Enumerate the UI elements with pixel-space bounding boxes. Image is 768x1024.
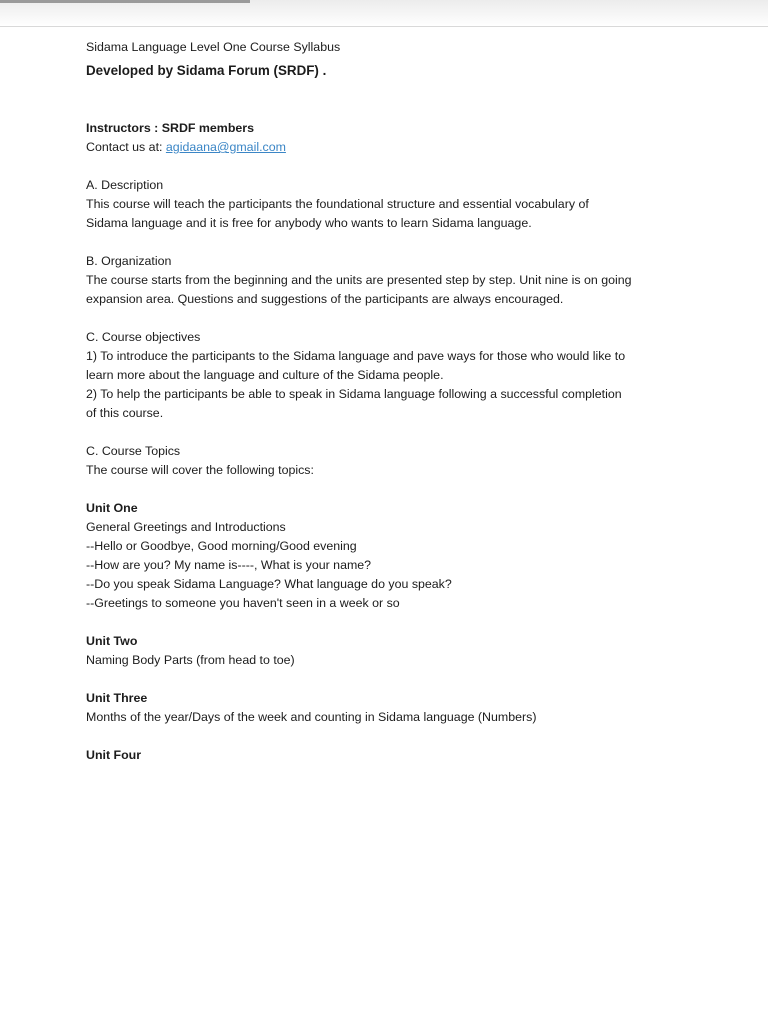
document-title: Sidama Language Level One Course Syllabus xyxy=(86,40,341,54)
objectives-heading: C. Course objectives xyxy=(86,330,201,344)
objectives-line: 1) To introduce the participants to the Sidama language and pave ways for those who would like to xyxy=(86,349,626,363)
scan-top-edge xyxy=(0,0,768,27)
unit-topic-line: --How are you? My name is----, What is your name? xyxy=(86,558,372,572)
objectives-line: 2) To help the participants be able to speak in Sidama language following a successful completion xyxy=(86,387,622,401)
section-topics xyxy=(86,442,686,480)
unit-title: Unit Three xyxy=(86,691,148,705)
unit-title: Unit Four xyxy=(86,748,142,762)
contact-line xyxy=(86,138,686,157)
contact-email-link[interactable]: agidaana@gmail.com xyxy=(165,140,286,154)
unit-topic-line: --Greetings to someone you haven't seen in a week or so xyxy=(86,596,400,610)
unit-title: Unit Two xyxy=(86,634,138,648)
unit-four xyxy=(86,746,686,765)
topics-intro: The course will cover the following topics: xyxy=(86,463,314,477)
organization-heading: B. Organization xyxy=(86,254,172,268)
unit-topic-line: Naming Body Parts (from head to toe) xyxy=(86,653,295,667)
unit-topic-line: Months of the year/Days of the week and counting in Sidama language (Numbers) xyxy=(86,710,537,724)
section-objectives xyxy=(86,328,686,423)
organization-line: The course starts from the beginning and the units are presented step by step. Unit nine is on going xyxy=(86,273,632,287)
unit-two xyxy=(86,632,686,670)
document-subtitle: Developed by Sidama Forum (SRDF) . xyxy=(86,63,327,78)
unit-topic-line: --Hello or Goodbye, Good morning/Good evening xyxy=(86,539,357,553)
description-heading: A. Description xyxy=(86,178,164,192)
section-organization xyxy=(86,252,686,309)
section-description xyxy=(86,176,686,233)
instructors-line: Instructors : SRDF members xyxy=(86,121,254,135)
organization-line: expansion area. Questions and suggestions of the participants are always encouraged. xyxy=(86,292,564,306)
unit-one xyxy=(86,499,686,613)
description-line: Sidama language and it is free for anybody who wants to learn Sidama language. xyxy=(86,216,532,230)
objectives-line: of this course. xyxy=(86,406,164,420)
scan-top-shadow xyxy=(0,0,250,3)
unit-topic-line: --Do you speak Sidama Language? What language do you speak? xyxy=(86,577,452,591)
objectives-line: learn more about the language and culture of the Sidama people. xyxy=(86,368,444,382)
contact-label: Contact us at: xyxy=(86,140,166,154)
description-line: This course will teach the participants the foundational structure and essential vocabulary of xyxy=(86,197,589,211)
unit-title: Unit One xyxy=(86,501,138,515)
syllabus-page xyxy=(86,38,686,765)
unit-topic-line: General Greetings and Introductions xyxy=(86,520,286,534)
unit-three xyxy=(86,689,686,727)
topics-heading: C. Course Topics xyxy=(86,444,181,458)
